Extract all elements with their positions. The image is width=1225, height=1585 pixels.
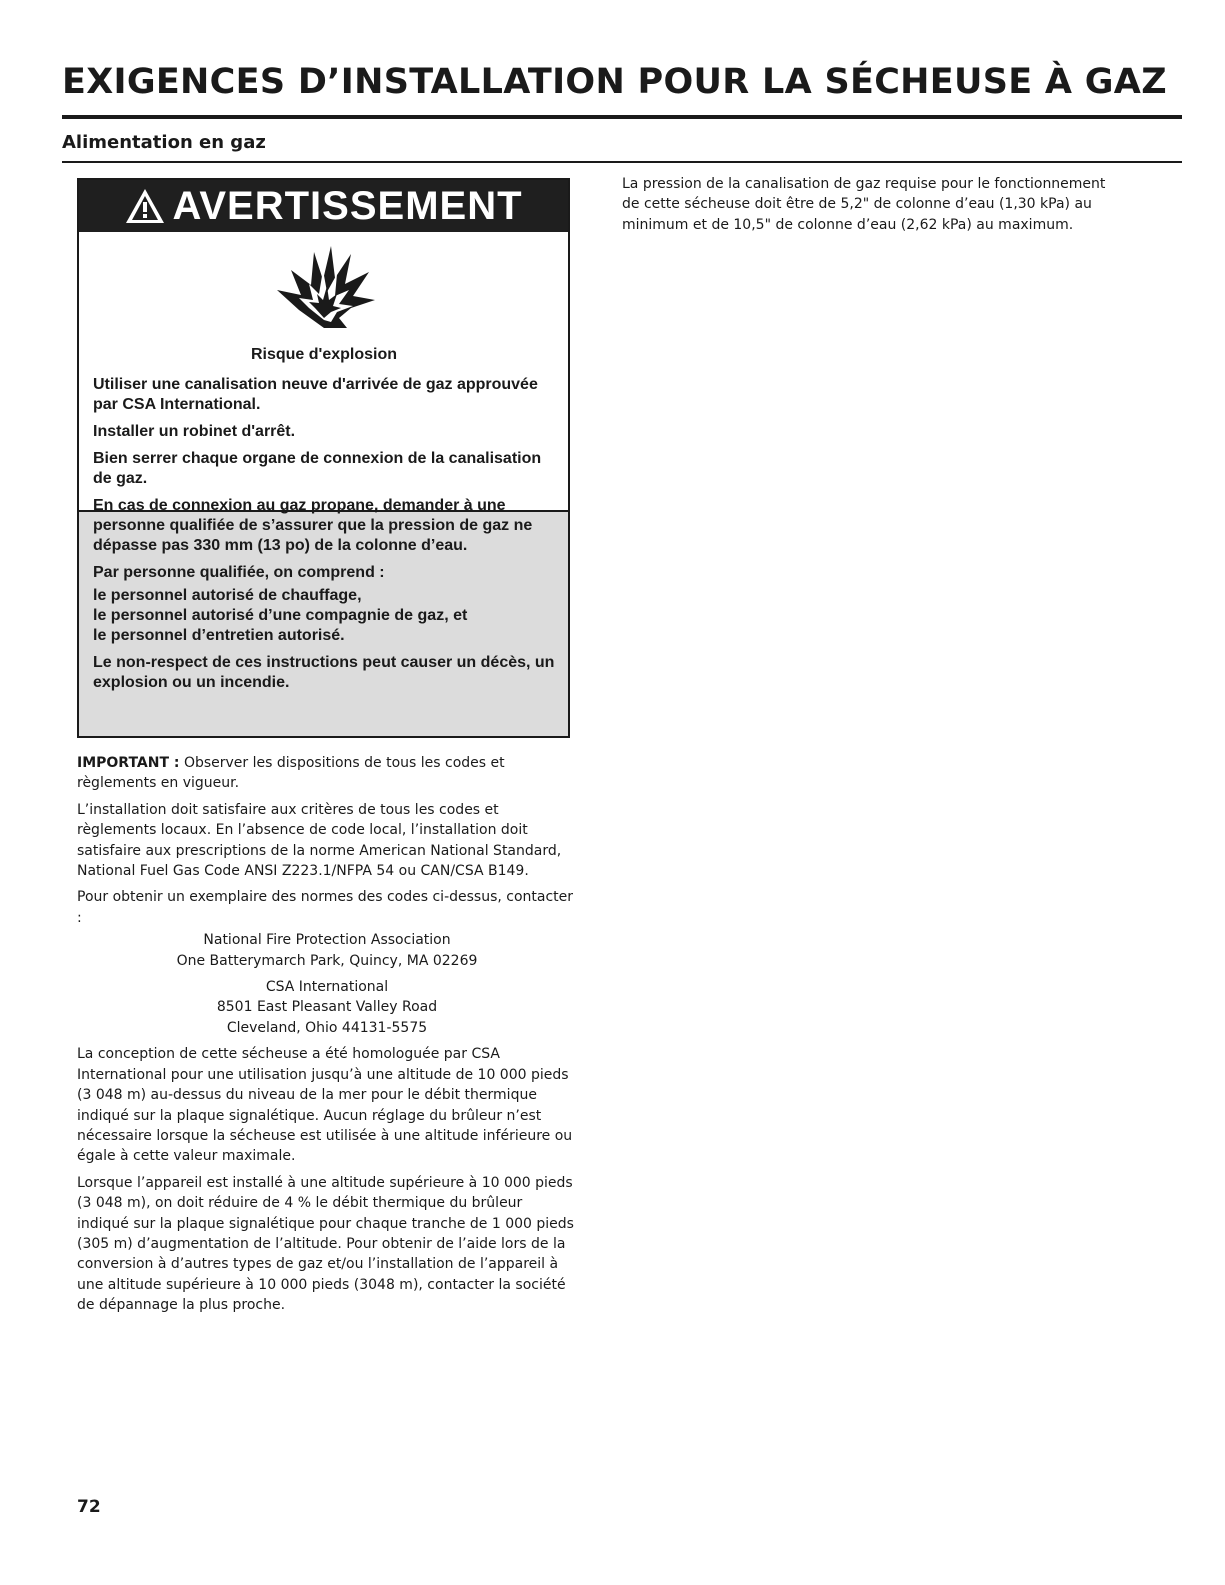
section-rule: [62, 161, 1182, 163]
important-label: IMPORTANT :: [77, 755, 180, 771]
warning-hazard: Risque d'explosion: [250, 346, 398, 363]
page-title: EXIGENCES D’INSTALLATION POUR LA SÉCHEUSE À GAZ: [62, 62, 1167, 102]
body-column: [77, 753, 577, 1322]
address-csa: [77, 977, 577, 1038]
warning-line: le personnel d’entretien autorisé.: [93, 627, 345, 644]
address-line: CSA International: [265, 979, 389, 996]
explosion-icon: [269, 240, 379, 330]
warning-line: Utiliser une canalisation neuve d'arrivée de gaz approuvée par CSA International.: [93, 376, 538, 413]
warning-line: Par personne qualifiée, on comprend :: [93, 564, 385, 581]
warning-line: Bien serrer chaque organe de connexion de la canalisation de gaz.: [93, 450, 542, 487]
warning-line: le personnel autorisé de chauffage,: [93, 587, 362, 604]
high-altitude-paragraph: Lorsque l’appareil est installé à une altitude supérieure à 10 000 pieds (3 048 m), on doit réduire de 4 % le débit thermique du brûleur indiqué sur la plaque signalétique pour chaque tranche de 1 000 pieds (305 m) d’augmentation de l’altitude. Pour obtenir de l’aide lors de la conversion à d’autres types de gaz et/ou l’installation de l’appareil à une altitude supérieure à 10 000 pieds (3048 m), contacter la société de dépannage la plus proche.: [77, 1174, 574, 1314]
important-text: Observer les dispositions de tous les codes et règlements en vigueur.: [77, 755, 505, 792]
warning-line: le personnel autorisé d’une compagnie de gaz, et: [93, 607, 468, 624]
address-line: National Fire Protection Association: [203, 932, 451, 949]
page-number: 72: [77, 1497, 101, 1517]
address-line: Cleveland, Ohio 44131-5575: [226, 1019, 428, 1036]
right-column: [622, 174, 1122, 235]
warning-line: Installer un robinet d'arrêt.: [93, 423, 296, 440]
section-heading: Alimentation en gaz: [62, 132, 266, 153]
warning-banner: [79, 180, 568, 232]
warning-triangle-icon: [124, 187, 166, 225]
contact-paragraph: Pour obtenir un exemplaire des normes des codes ci-dessus, contacter :: [77, 889, 574, 926]
warning-line: En cas de connexion au gaz propane, demander à une personne qualifiée de s’assurer que la pression de gaz ne dépasse pas 330 mm (13 po) de la colonne d’eau.: [93, 497, 533, 554]
warning-text: [93, 345, 555, 700]
address-line: One Batterymarch Park, Quincy, MA 02269: [176, 952, 478, 969]
warning-title: AVERTISSEMENT: [172, 183, 523, 228]
address-line: 8501 East Pleasant Valley Road: [216, 999, 438, 1016]
title-rule: [62, 115, 1182, 119]
address-nfpa: [77, 930, 577, 971]
warning-box: [77, 178, 570, 738]
pressure-paragraph: La pression de la canalisation de gaz requise pour le fonctionnement de cette sécheuse doit être de 5,2" de colonne d’eau (1,30 kPa) au minimum et de 10,5" de colonne d’eau (2,62 kPa) au maximum.: [622, 176, 1106, 233]
important-paragraph: [77, 753, 577, 794]
installation-paragraph: L’installation doit satisfaire aux critères de tous les codes et règlements locaux. En l’absence de code local, l’installation doit satisfaire aux prescriptions de la norme American National Standard, National Fuel Gas Code ANSI Z223.1/NFPA 54 ou CAN/CSA B149.: [77, 801, 562, 880]
warning-line: Le non-respect de ces instructions peut causer un décès, un explosion ou un incendie.: [93, 654, 555, 691]
altitude-paragraph: La conception de cette sécheuse a été homologuée par CSA International pour une utilisation jusqu’à une altitude de 10 000 pieds (3 048 m) au-dessus du niveau de la mer pour le débit thermique indiqué sur la plaque signalétique. Aucun réglage du brûleur n’est nécessaire lorsque la sécheuse est utilisée à une altitude inférieure ou égale à cette valeur maximale.: [77, 1046, 573, 1165]
